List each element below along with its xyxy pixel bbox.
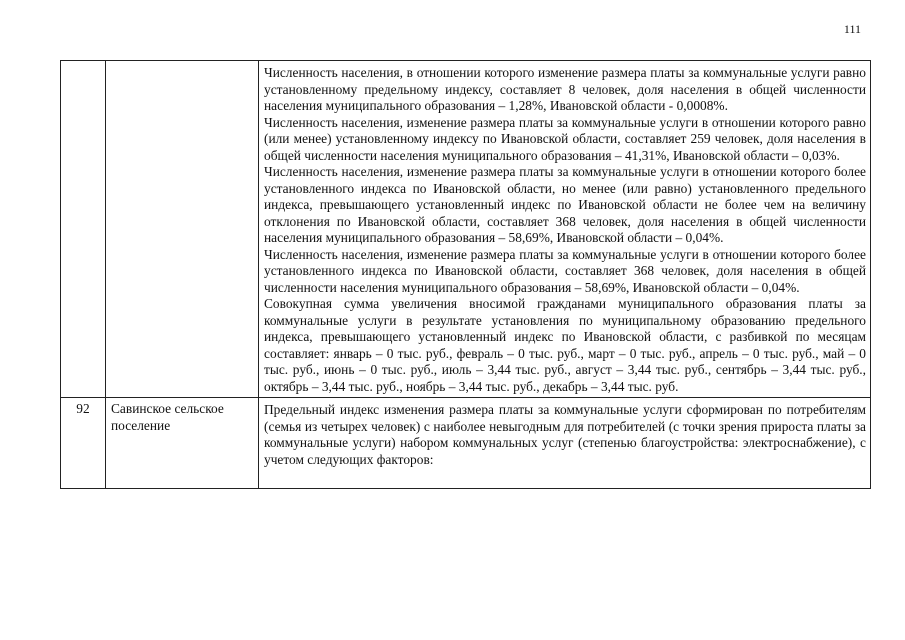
municipality-name-cell bbox=[106, 61, 259, 398]
paragraph: Численность населения, в отношении которого изменение размера платы за коммунальные услуги равно установленному предельному индексу, составляет 8 человек, доля населения в общей численности населения муниципального образования – 1,28%, Ивановской области - 0,0008%. bbox=[264, 65, 866, 113]
paragraph: Численность населения, изменение размера платы за коммунальные услуги в отношении которого равно (или менее) установленному индексу по Ивановской области, составляет 259 человек, доля населения в общей численности населения муниципального образования – 41,31%, Ивановской области – 0,03%. bbox=[264, 114, 866, 163]
paragraph: Численность населения, изменение размера платы за коммунальные услуги в отношении которого более установленного индекса по Ивановской области, но менее (или равно) установленного предельного индекса, превышающего установленный индекс по Ивановской области не более чем на величину отклонения по Ивановской области, составляет 368 человек, доля населения в общей численности населения муниципального образования – 58,69%, Ивановской области – 0,04%. bbox=[264, 164, 866, 245]
document-table bbox=[60, 60, 871, 489]
municipality-name-cell: Савинское сельское поселение bbox=[106, 398, 259, 489]
paragraph: Предельный индекс изменения размера платы за коммунальные услуги сформирован по потребителям (семья из четырех человек) с наиболее невыгодным для потребителей (с точки зрения прироста платы за коммунальные услуги) набором коммунальных услуг (степенью благоустройства: электроснабжение), с учетом следующих факторов: bbox=[264, 402, 866, 467]
description-cell bbox=[259, 398, 871, 489]
table-row bbox=[61, 398, 871, 489]
table-row bbox=[61, 61, 871, 398]
page-number: 111 bbox=[843, 22, 861, 36]
paragraph: Совокупная сумма увеличения вносимой гражданами муниципального образования платы за коммунальные услуги в результате установления по муниципальному образованию предельного индекса, превышающего установленный индекс по Ивановской области, с разбивкой по месяцам составляет: январь – 0 тыс. руб., февраль – 0 тыс. руб., март – 0 тыс. руб., апрель – 0 тыс. руб., май – 0 тыс. руб., июнь – 0 тыс. руб., июль – 3,44 тыс. руб., август – 3,44 тыс. руб., сентябрь – 3,44 тыс. руб., октябрь – 3,44 тыс. руб., ноябрь – 3,44 тыс. руб., декабрь – 3,44 тыс. руб. bbox=[264, 296, 866, 394]
description-cell bbox=[259, 61, 871, 398]
row-number-cell bbox=[61, 61, 106, 398]
row-number-cell: 92 bbox=[61, 398, 106, 489]
paragraph: Численность населения, изменение размера платы за коммунальные услуги в отношении которого более установленного индекса по Ивановской области, составляет 368 человек, доля населения в общей численности населения муниципального образования – 58,69%, Ивановской области – 0,04%. bbox=[264, 246, 866, 295]
